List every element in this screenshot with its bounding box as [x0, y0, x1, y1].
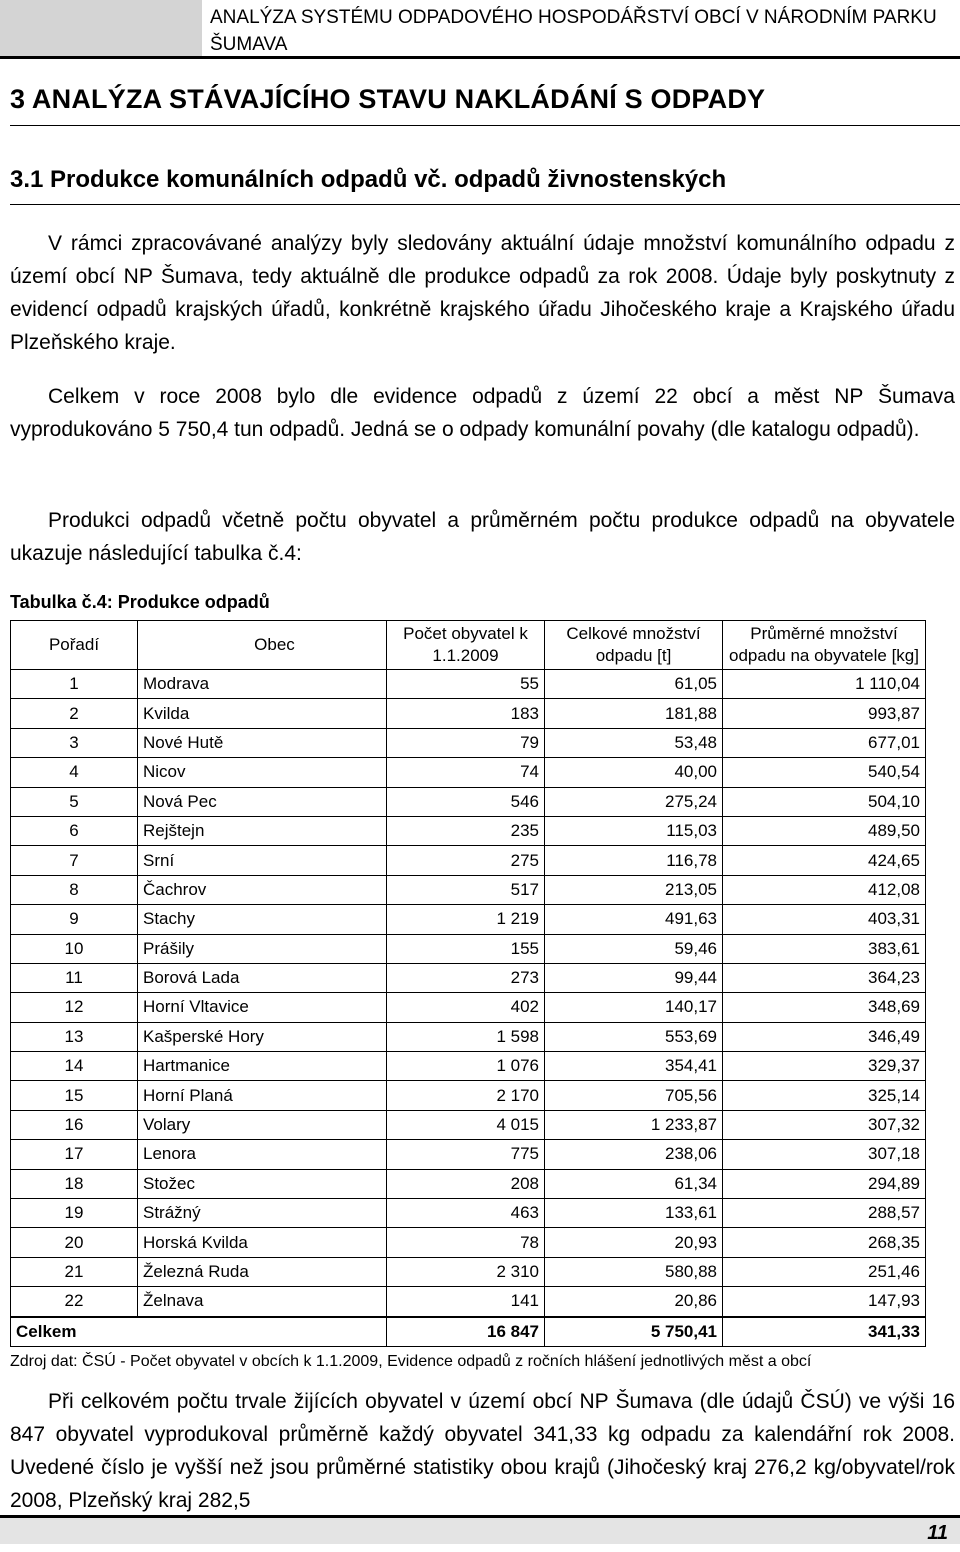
cell-total-waste: 59,46	[545, 934, 723, 963]
cell-population: 402	[387, 993, 545, 1022]
cell-municipality: Čachrov	[138, 875, 387, 904]
cell-population: 1 219	[387, 905, 545, 934]
table-row	[11, 1110, 926, 1139]
cell-avg-waste: 288,57	[723, 1199, 926, 1228]
waste-table	[10, 620, 926, 1347]
cell-population: 463	[387, 1199, 545, 1228]
cell-total-waste: 133,61	[545, 1199, 723, 1228]
cell-population: 78	[387, 1228, 545, 1257]
cell-order: 7	[11, 846, 138, 875]
table-row	[11, 728, 926, 757]
footer-band	[0, 1518, 960, 1544]
cell-total-waste: 20,86	[545, 1287, 723, 1317]
table-row	[11, 1199, 926, 1228]
cell-municipality: Stachy	[138, 905, 387, 934]
cell-municipality: Lenora	[138, 1140, 387, 1169]
closing-paragraph: Při celkovém počtu trvale žijících obyvatel v území obcí NP Šumava (dle údajů ČSÚ) ve výši 16 847 obyvatel vyprodukoval průměrně každý obyvatel 341,33 kg odpadu za kalendářní rok 2008. Uvedené číslo je vyšší než jsou průměrné statistiky obou krajů (Jihočeský kraj 276,2 kg/obyvatel/rok 2008, Plzeňský kraj 282,5	[10, 1390, 955, 1512]
cell-population: 1 076	[387, 1052, 545, 1081]
cell-order: 8	[11, 875, 138, 904]
cell-order: 5	[11, 787, 138, 816]
cell-order: 21	[11, 1257, 138, 1286]
cell-order: 12	[11, 993, 138, 1022]
cell-population: 208	[387, 1169, 545, 1198]
cell-municipality: Horská Kvilda	[138, 1228, 387, 1257]
cell-population: 517	[387, 875, 545, 904]
cell-population: 141	[387, 1287, 545, 1317]
total-population: 16 847	[387, 1317, 545, 1347]
cell-order: 6	[11, 816, 138, 845]
cell-total-waste: 580,88	[545, 1257, 723, 1286]
cell-population: 273	[387, 963, 545, 992]
cell-population: 4 015	[387, 1110, 545, 1139]
cell-municipality: Stožec	[138, 1169, 387, 1198]
cell-municipality: Želnava	[138, 1287, 387, 1317]
cell-municipality: Horní Vltavice	[138, 993, 387, 1022]
cell-population: 2 310	[387, 1257, 545, 1286]
cell-municipality: Prášily	[138, 934, 387, 963]
cell-avg-waste: 403,31	[723, 905, 926, 934]
cell-municipality: Hartmanice	[138, 1052, 387, 1081]
cell-order: 14	[11, 1052, 138, 1081]
cell-municipality: Modrava	[138, 670, 387, 699]
total-waste: 5 750,41	[545, 1317, 723, 1347]
table-row	[11, 1140, 926, 1169]
cell-total-waste: 20,93	[545, 1228, 723, 1257]
table-row	[11, 816, 926, 845]
cell-order: 11	[11, 963, 138, 992]
total-label: Celkem	[11, 1317, 387, 1347]
cell-total-waste: 61,34	[545, 1169, 723, 1198]
cell-total-waste: 213,05	[545, 875, 723, 904]
cell-total-waste: 53,48	[545, 728, 723, 757]
table-row	[11, 1228, 926, 1257]
cell-order: 4	[11, 758, 138, 787]
cell-avg-waste: 424,65	[723, 846, 926, 875]
col-header-population: Počet obyvatel k 1.1.2009	[387, 621, 545, 670]
table-source: Zdroj dat: ČSÚ - Počet obyvatel v obcích k 1.1.2009, Evidence odpadů z ročních hlášení jednotlivých měst a obcí	[10, 1353, 812, 1370]
cell-total-waste: 354,41	[545, 1052, 723, 1081]
table-header-row	[11, 621, 926, 670]
cell-municipality: Borová Lada	[138, 963, 387, 992]
chapter-title: 3 ANALÝZA STÁVAJÍCÍHO STAVU NAKLÁDÁNÍ S ODPADY	[10, 84, 766, 114]
cell-population: 775	[387, 1140, 545, 1169]
cell-avg-waste: 677,01	[723, 728, 926, 757]
cell-avg-waste: 412,08	[723, 875, 926, 904]
cell-municipality: Srní	[138, 846, 387, 875]
cell-municipality: Nová Pec	[138, 787, 387, 816]
cell-population: 275	[387, 846, 545, 875]
table-caption: Tabulka č.4: Produkce odpadů	[10, 592, 270, 612]
section-title: 3.1 Produkce komunálních odpadů vč. odpadů živnostenských	[10, 166, 727, 193]
table-row	[11, 1052, 926, 1081]
cell-population: 74	[387, 758, 545, 787]
cell-total-waste: 275,24	[545, 787, 723, 816]
table-row	[11, 846, 926, 875]
chapter-rule	[10, 125, 960, 126]
cell-total-waste: 140,17	[545, 993, 723, 1022]
cell-total-waste: 553,69	[545, 1022, 723, 1051]
cell-order: 22	[11, 1287, 138, 1317]
cell-municipality: Kašperské Hory	[138, 1022, 387, 1051]
cell-order: 19	[11, 1199, 138, 1228]
cell-total-waste: 1 233,87	[545, 1110, 723, 1139]
cell-avg-waste: 294,89	[723, 1169, 926, 1198]
table-row	[11, 787, 926, 816]
section-rule	[10, 204, 960, 205]
table-row	[11, 1257, 926, 1286]
cell-order: 20	[11, 1228, 138, 1257]
cell-avg-waste: 307,32	[723, 1110, 926, 1139]
table-row	[11, 699, 926, 728]
cell-avg-waste: 348,69	[723, 993, 926, 1022]
cell-population: 2 170	[387, 1081, 545, 1110]
cell-avg-waste: 383,61	[723, 934, 926, 963]
cell-order: 2	[11, 699, 138, 728]
cell-order: 16	[11, 1110, 138, 1139]
cell-total-waste: 238,06	[545, 1140, 723, 1169]
cell-avg-waste: 346,49	[723, 1022, 926, 1051]
cell-total-waste: 40,00	[545, 758, 723, 787]
col-header-avg-waste: Průměrné množství odpadu na obyvatele [kg]	[723, 621, 926, 670]
cell-total-waste: 115,03	[545, 816, 723, 845]
table-row	[11, 670, 926, 699]
cell-municipality: Strážný	[138, 1199, 387, 1228]
cell-total-waste: 181,88	[545, 699, 723, 728]
cell-population: 155	[387, 934, 545, 963]
table-row	[11, 1022, 926, 1051]
cell-order: 15	[11, 1081, 138, 1110]
cell-order: 3	[11, 728, 138, 757]
cell-avg-waste: 329,37	[723, 1052, 926, 1081]
table-row	[11, 1169, 926, 1198]
total-avg: 341,33	[723, 1317, 926, 1347]
cell-total-waste: 705,56	[545, 1081, 723, 1110]
paragraph-3: Produkci odpadů včetně počtu obyvatel a průměrném počtu produkce odpadů na obyvatele ukazuje následující tabulka č.4:	[10, 509, 955, 565]
cell-avg-waste: 1 110,04	[723, 670, 926, 699]
table-row	[11, 905, 926, 934]
cell-municipality: Nicov	[138, 758, 387, 787]
cell-total-waste: 61,05	[545, 670, 723, 699]
cell-avg-waste: 364,23	[723, 963, 926, 992]
header-rule	[0, 56, 960, 59]
table-row	[11, 934, 926, 963]
cell-avg-waste: 504,10	[723, 787, 926, 816]
cell-municipality: Železná Ruda	[138, 1257, 387, 1286]
table-row	[11, 1081, 926, 1110]
cell-avg-waste: 489,50	[723, 816, 926, 845]
cell-order: 1	[11, 670, 138, 699]
cell-population: 546	[387, 787, 545, 816]
table-row	[11, 993, 926, 1022]
cell-municipality: Nové Hutě	[138, 728, 387, 757]
cell-total-waste: 116,78	[545, 846, 723, 875]
col-header-total-waste: Celkové množství odpadu [t]	[545, 621, 723, 670]
col-header-municipality: Obec	[138, 621, 387, 670]
cell-total-waste: 491,63	[545, 905, 723, 934]
cell-avg-waste: 307,18	[723, 1140, 926, 1169]
cell-population: 235	[387, 816, 545, 845]
table-row	[11, 875, 926, 904]
cell-order: 9	[11, 905, 138, 934]
cell-avg-waste: 251,46	[723, 1257, 926, 1286]
header-title: ANALÝZA SYSTÉMU ODPADOVÉHO HOSPODÁŘSTVÍ OBCÍ V NÁRODNÍM PARKU ŠUMAVA	[210, 7, 937, 55]
paragraph-2: Celkem v roce 2008 bylo dle evidence odpadů z území 22 obcí a měst NP Šumava vyprodukováno 5 750,4 tun odpadů. Jedná se o odpady komunální povahy (dle katalogu odpadů).	[10, 385, 955, 441]
cell-order: 13	[11, 1022, 138, 1051]
cell-total-waste: 99,44	[545, 963, 723, 992]
cell-avg-waste: 993,87	[723, 699, 926, 728]
cell-order: 10	[11, 934, 138, 963]
cell-avg-waste: 268,35	[723, 1228, 926, 1257]
table-row	[11, 963, 926, 992]
col-header-order: Pořadí	[11, 621, 138, 670]
cell-municipality: Volary	[138, 1110, 387, 1139]
cell-municipality: Rejštejn	[138, 816, 387, 845]
cell-population: 183	[387, 699, 545, 728]
table-row	[11, 1287, 926, 1317]
cell-avg-waste: 325,14	[723, 1081, 926, 1110]
cell-order: 18	[11, 1169, 138, 1198]
cell-order: 17	[11, 1140, 138, 1169]
cell-population: 79	[387, 728, 545, 757]
table-row	[11, 758, 926, 787]
paragraph-1: V rámci zpracovávané analýzy byly sledovány aktuální údaje množství komunálního odpadu z území obcí NP Šumava, tedy aktuálně dle produkce odpadů za rok 2008. Údaje byly poskytnuty z evidencí odpadů krajských úřadů, konkrétně krajského úřadu Jihočeského kraje a Krajského úřadu Plzeňského kraje.	[10, 232, 955, 354]
cell-avg-waste: 540,54	[723, 758, 926, 787]
header-logo-box	[0, 0, 202, 56]
cell-population: 1 598	[387, 1022, 545, 1051]
cell-municipality: Horní Planá	[138, 1081, 387, 1110]
cell-municipality: Kvilda	[138, 699, 387, 728]
cell-population: 55	[387, 670, 545, 699]
table-total-row	[11, 1317, 926, 1347]
page-number: 11	[927, 1522, 948, 1544]
cell-avg-waste: 147,93	[723, 1287, 926, 1317]
